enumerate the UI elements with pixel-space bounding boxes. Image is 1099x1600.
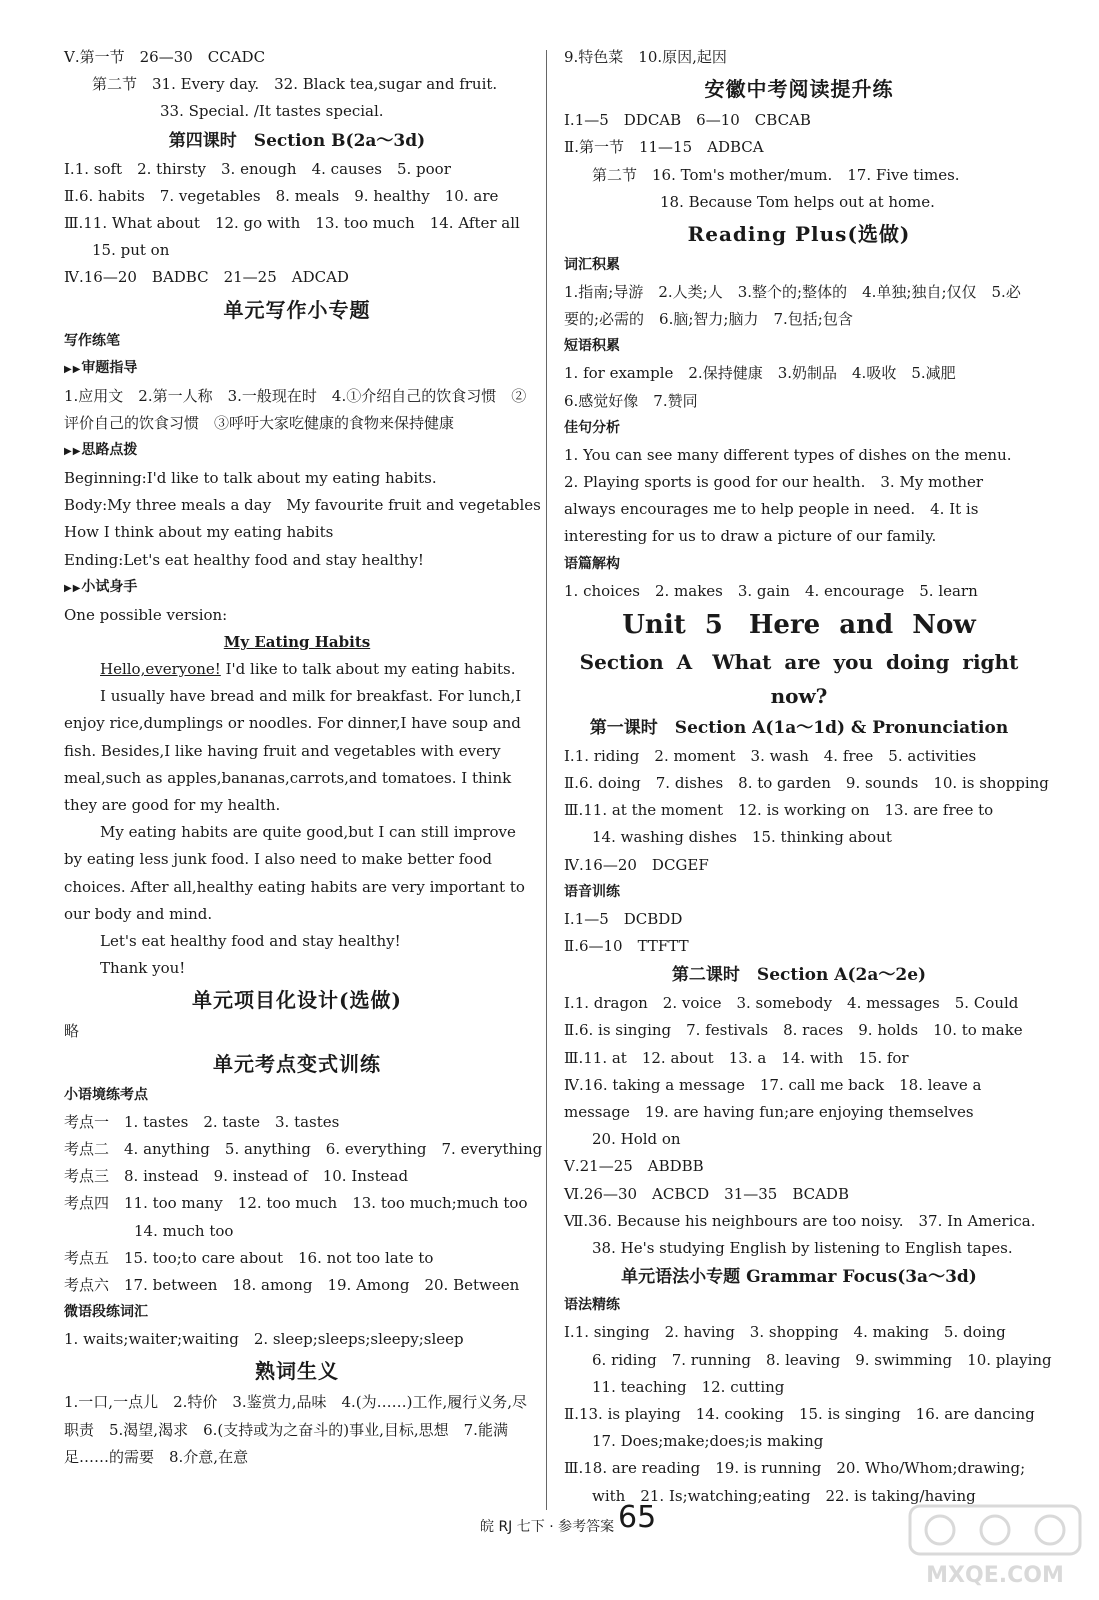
lesson-heading: 第二课时 Section A(2a～2e) (671, 965, 927, 986)
lesson-heading: 第四课时 Section B(2a～3d) (168, 130, 426, 151)
answer-line: Ⅴ.21—25 ABDBB (564, 1157, 704, 1176)
answer-line: with 21. Is;watching;eating 22. is taking/having (592, 1486, 976, 1505)
answer-line: Ⅰ.1. singing 2. having 3. shopping 4. making 5. doing (564, 1323, 1006, 1342)
answer-line: 1. for example 2.保持健康 3.奶制品 4.吸收 5.减肥 (564, 364, 956, 383)
answer-line: 33. Special. /It tastes special. (160, 102, 384, 121)
answer-paragraph: Ⅳ.16. taking a message 17. call me back 18. leave a message 19. are having fun;are enjoying themselves (564, 1075, 982, 1122)
answer-line: Ⅲ.11. at 12. about 13. a 14. with 15. for (564, 1048, 909, 1067)
answer-paragraph: 1.应用文 2.第一人称 3.一般现在时 4.①介绍自己的饮食习惯 ②评价自己的饮食习惯 ③呼吁大家吃健康的食物来保持健康 (64, 386, 527, 432)
subheading: 佳句分析 (564, 419, 620, 436)
essay-paragraph: Let's eat healthy food and stay healthy! (100, 932, 401, 951)
answer-line: 9.特色菜 10.原因,起因 (564, 48, 727, 66)
lesson-heading: 第一课时 Section A(1a～1d) & Pronunciation (589, 717, 1009, 738)
answer-line: 11. teaching 12. cutting (592, 1377, 785, 1396)
answer-line: Ending:Let's eat healthy food and stay healthy! (64, 550, 424, 569)
answer-line: 14. much too (134, 1221, 234, 1240)
answer-line: Beginning:I'd like to talk about my eating habits. (64, 469, 437, 488)
subheading: 小语境练考点 (64, 1086, 148, 1103)
answer-line: Ⅱ.6. habits 7. vegetables 8. meals 9. healthy 10. are (64, 186, 499, 205)
left-column (64, 44, 543, 1471)
arrow-subheading: ▶▶思路点拨 (64, 442, 138, 459)
right-column (564, 44, 1052, 1510)
subheading: 短语积累 (564, 338, 620, 355)
essay-paragraph (64, 656, 530, 683)
answer-line: Ⅲ.11. at the moment 12. is working on 13. are free to (564, 801, 994, 820)
answer-line: 考点五 15. too;to care about 16. not too late to (64, 1248, 434, 1267)
watermark-logo (900, 1500, 1090, 1590)
section-heading: 安徽中考阅读提升练 (704, 77, 894, 102)
arrow-subheading: ▶▶小试身手 (64, 578, 138, 595)
answer-line: 14. washing dishes 15. thinking about (592, 828, 892, 847)
answer-line: Ⅱ.6. is singing 7. festivals 8. races 9. holds 10. to make (564, 1021, 1023, 1040)
answer-line: 6. riding 7. running 8. leaving 9. swimming 10. playing (592, 1350, 1052, 1369)
answer-line: Ⅰ.1—5 DCBDD (564, 909, 683, 928)
section-heading: 单元语法小专题 Grammar Focus(3a～3d) (621, 1267, 977, 1288)
page-number: 65 (618, 1500, 657, 1535)
answer-line: Ⅱ.第一节 11—15 ADBCA (564, 138, 764, 157)
section-heading: 单元考点变式训练 (213, 1051, 381, 1076)
answer-line: How I think about my eating habits (64, 523, 334, 542)
answer-line: 考点三 8. instead 9. instead of 10. Instead (64, 1167, 409, 1186)
answer-line: One possible version: (64, 605, 228, 624)
essay-paragraph: I usually have bread and milk for breakfast. For lunch,I enjoy rice,dumplings or noodles. For dinner,I have soup and fish. Besides,I like having fruit and vegetables with every meal,such as apples,bananas,carrots,and tomatoes. I think they are good for my health. (64, 687, 522, 815)
answer-line: 考点一 1. tastes 2. taste 3. tastes (64, 1112, 340, 1131)
answer-line: 20. Hold on (592, 1130, 681, 1149)
essay-text: I'd like to talk about my eating habits. (220, 660, 516, 679)
subheading: 语音训练 (564, 883, 620, 900)
subheading: 微语段练词汇 (64, 1304, 148, 1321)
double-arrow-icon: ▶▶ (64, 446, 82, 458)
essay-greeting: Hello,everyone! (100, 660, 221, 679)
answer-line: Body:My three meals a day My favourite fruit and vegetables (64, 496, 541, 515)
answer-line: 18. Because Tom helps out at home. (660, 192, 935, 211)
answer-line: 1. choices 2. makes 3. gain 4. encourage 5. learn (564, 581, 978, 600)
answer-line: Ⅰ.1—5 DDCAB 6—10 CBCAB (564, 111, 811, 130)
subheading: 写作练笔 (64, 332, 120, 349)
svg-text:MXQE.COM: MXQE.COM (926, 1563, 1064, 1588)
double-arrow-icon: ▶▶ (64, 363, 82, 375)
answer-line: Ⅳ.16—20 DCGEF (564, 855, 709, 874)
answer-line: 考点二 4. anything 5. anything 6. everything 7. everything (64, 1139, 543, 1158)
answer-line: 1. waits;waiter;waiting 2. sleep;sleeps;sleepy;sleep (64, 1330, 464, 1349)
double-arrow-icon: ▶▶ (64, 582, 82, 594)
section-heading: 熟词生义 (255, 1359, 339, 1384)
answer-line: Ⅰ.1. riding 2. moment 3. wash 4. free 5. activities (564, 746, 977, 765)
answer-line: 17. Does;make;does;is making (592, 1432, 824, 1451)
answer-line: Ⅱ.6. doing 7. dishes 8. to garden 9. sounds 10. is shopping (564, 774, 1049, 793)
answer-line: Ⅲ.11. What about 12. go with 13. too much 14. After all (64, 214, 520, 233)
subheading: 词汇积累 (564, 257, 620, 274)
answer-line: Ⅰ.1. dragon 2. voice 3. somebody 4. messages 5. Could (564, 994, 1019, 1013)
subheading: 语法精练 (564, 1297, 620, 1314)
section-heading: Reading Plus(选做) (687, 222, 911, 247)
section-heading: 单元项目化设计(选做) (192, 988, 402, 1013)
answer-line: 考点六 17. between 18. among 19. Among 20. Between (64, 1275, 520, 1294)
section-heading: 单元写作小专题 (223, 297, 371, 322)
unit-title: Unit 5 Here and Now (622, 609, 976, 640)
answer-line: 38. He's studying English by listening to English tapes. (592, 1239, 1013, 1258)
answer-paragraph: 2. Playing sports is good for our health. 3. My mother always encourages me to help people in need. 4. It is interesting for us to draw a picture of our family. (564, 473, 984, 546)
essay-paragraph: Thank you! (100, 959, 186, 978)
answer-line: 6.感觉好像 7.赞同 (564, 391, 698, 410)
footer-label: 皖 RJ 七下 · 参考答案 (480, 1519, 615, 1535)
answer-line: Ⅳ.16—20 BADBC 21—25 ADCAD (64, 268, 349, 287)
answer-line: 1. You can see many different types of dishes on the menu. (564, 445, 1012, 464)
answer-line: 15. put on (92, 241, 170, 260)
answer-line: Ⅱ.13. is playing 14. cooking 15. is singing 16. are dancing (564, 1404, 1035, 1423)
answer-line: 考点四 11. too many 12. too much 13. too much;much too (64, 1194, 528, 1213)
answer-line: Ⅴ.第一节 26—30 CCADC (64, 48, 266, 66)
answer-paragraph: 1.一口,一点儿 2.特价 3.鉴赏力,品味 4.(为……)工作,履行义务,尽职责 5.渴望,渴求 6.(支持或为之奋斗的)事业,目标,思想 7.能满足……的需要 8.介意,在意 (64, 1393, 528, 1466)
answer-line: Ⅶ.36. Because his neighbours are too noisy. 37. In America. (564, 1211, 1036, 1230)
essay-title: My Eating Habits (223, 633, 371, 652)
answer-line: 第二节 16. Tom's mother/mum. 17. Five times. (592, 165, 960, 184)
answer-line: Ⅵ.26—30 ACBCD 31—35 BCADB (564, 1184, 849, 1203)
answer-line: 略 (64, 1022, 80, 1041)
arrow-subheading: ▶▶审题指导 (64, 359, 138, 376)
essay-paragraph: My eating habits are quite good,but I can still improve by eating less junk food. I also need to make better food choices. After all,healthy eating habits are very important to our body and mind. (64, 823, 525, 923)
answer-line: Ⅲ.18. are reading 19. is running 20. Who/Whom;drawing; (564, 1459, 1026, 1478)
answer-paragraph: 1.指南;导游 2.人类;人 3.整个的;整体的 4.单独;独自;仅仅 5.必要的;必需的 6.脑;智力;脑力 7.包括;包含 (564, 283, 1021, 329)
subheading: 语篇解构 (564, 555, 620, 572)
answer-line: Ⅱ.6—10 TTFTT (564, 937, 689, 956)
column-divider (546, 50, 547, 1510)
answer-line: 第二节 31. Every day. 32. Black tea,sugar and fruit. (92, 75, 498, 94)
section-title: Section A What are you doing right now? (579, 649, 1019, 708)
answer-line: Ⅰ.1. soft 2. thirsty 3. enough 4. causes 5. poor (64, 159, 451, 178)
